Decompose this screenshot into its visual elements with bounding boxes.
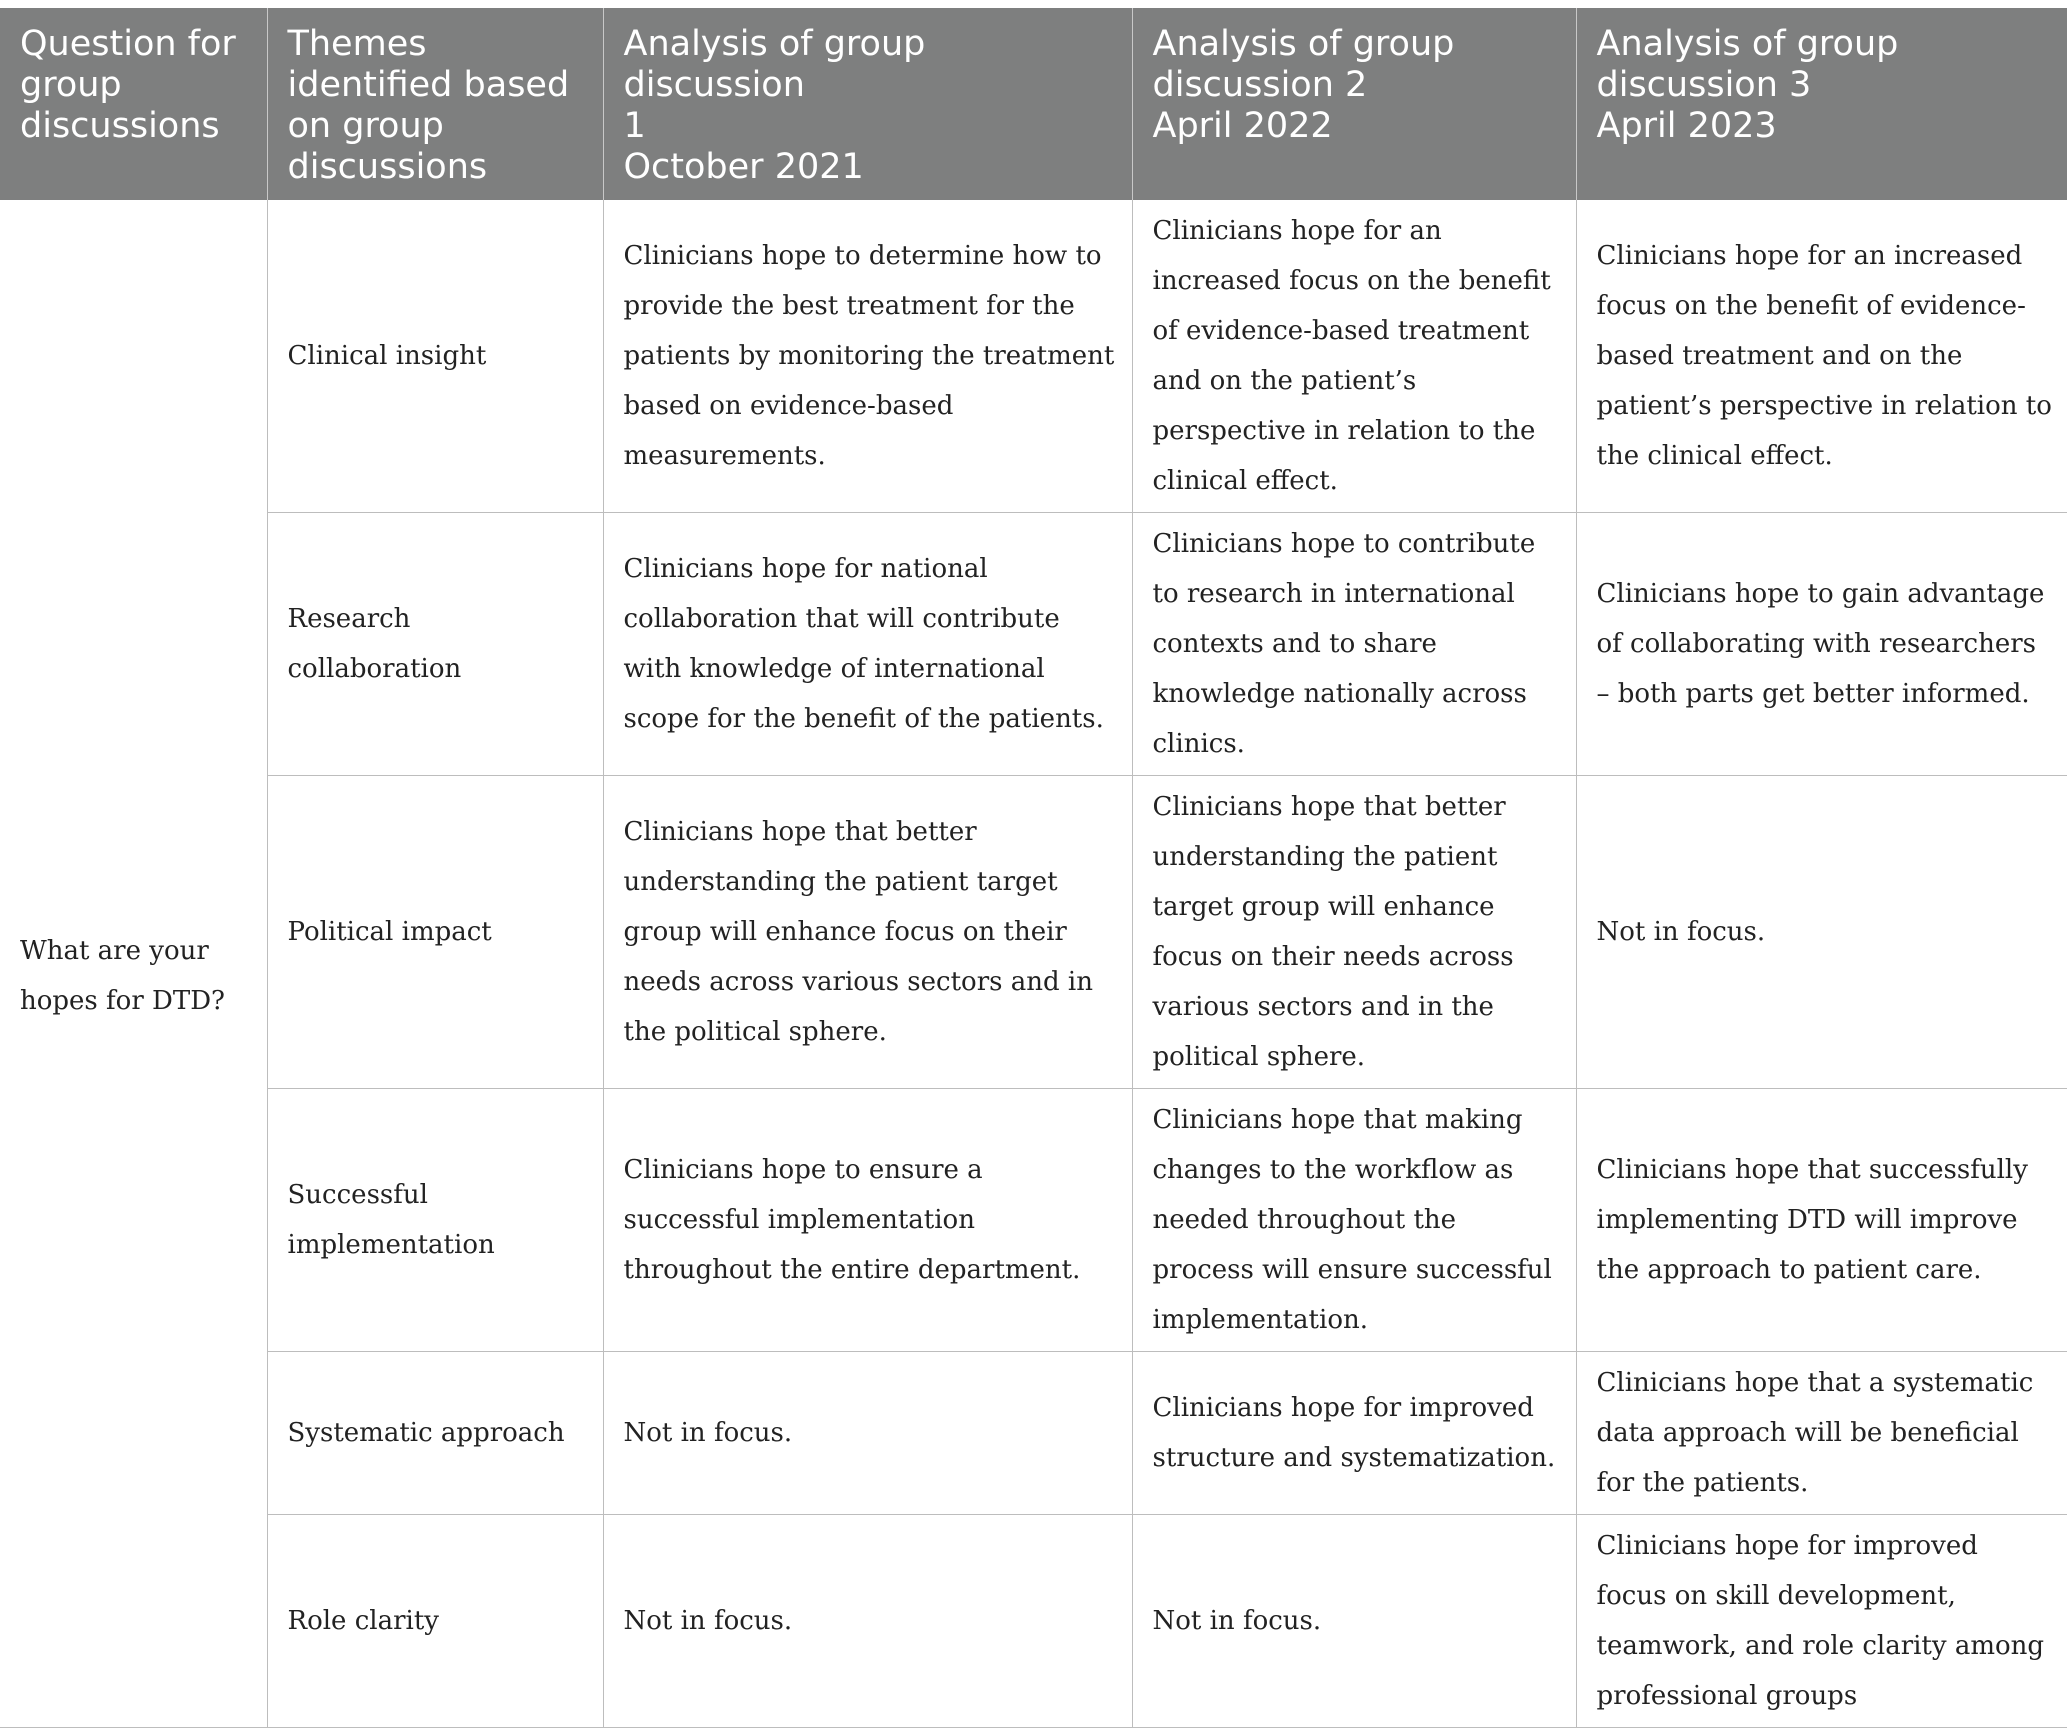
discussion-3-cell: Clinicians hope for improved focus on skill development, teamwork, and role clarity among professional groups: [1576, 1515, 2067, 1728]
themes-table: [0, 8, 2067, 1728]
discussion-1-cell: Clinicians hope to determine how to provide the best treatment for the patients by monitoring the treatment based on evidence-based measurements.: [603, 200, 1132, 513]
theme-cell: Role clarity: [267, 1515, 603, 1728]
discussion-2-cell: Clinicians hope that making changes to the workflow as needed throughout the process will ensure successful implementation.: [1132, 1089, 1576, 1352]
discussion-2-cell: Not in focus.: [1132, 1515, 1576, 1728]
discussion-1-cell: Clinicians hope that better understanding the patient target group will enhance focus on their needs across various sectors and in the political sphere.: [603, 776, 1132, 1089]
table-row: [0, 1515, 2067, 1728]
theme-cell: Political impact: [267, 776, 603, 1089]
question-cell: What are your hopes for DTD?: [0, 200, 267, 1728]
theme-cell: Systematic approach: [267, 1352, 603, 1515]
header-discussion-2: Analysis of group discussion 2 April 2022: [1132, 8, 1576, 200]
discussion-1-cell: Not in focus.: [603, 1352, 1132, 1515]
discussion-3-cell: Clinicians hope for an increased focus on the benefit of evidence-based treatment and on the patient’s perspective in relation to the clinical effect.: [1576, 200, 2067, 513]
discussion-3-cell: Clinicians hope that a systematic data approach will be beneficial for the patients.: [1576, 1352, 2067, 1515]
discussion-1-cell: Clinicians hope to ensure a successful implementation throughout the entire department.: [603, 1089, 1132, 1352]
table-row: [0, 1352, 2067, 1515]
theme-cell: Clinical insight: [267, 200, 603, 513]
discussion-2-cell: Clinicians hope to contribute to research in international contexts and to share knowledge nationally across clinics.: [1132, 513, 1576, 776]
header-themes: Themes identified based on group discussions: [267, 8, 603, 200]
discussion-2-cell: Clinicians hope for improved structure and systematization.: [1132, 1352, 1576, 1515]
discussion-1-cell: Clinicians hope for national collaboration that will contribute with knowledge of international scope for the benefit of the patients.: [603, 513, 1132, 776]
header-discussion-3: Analysis of group discussion 3 April 2023: [1576, 8, 2067, 200]
discussion-3-cell: Clinicians hope that successfully implementing DTD will improve the approach to patient care.: [1576, 1089, 2067, 1352]
discussion-2-cell: Clinicians hope that better understanding the patient target group will enhance focus on their needs across various sectors and in the political sphere.: [1132, 776, 1576, 1089]
table-row: [0, 200, 2067, 513]
discussion-3-cell: Clinicians hope to gain advantage of collaborating with researchers – both parts get better informed.: [1576, 513, 2067, 776]
header-discussion-1: Analysis of group discussion 1 October 2021: [603, 8, 1132, 200]
table-row: [0, 1089, 2067, 1352]
theme-cell: Research collaboration: [267, 513, 603, 776]
header-question: Question for group discussions: [0, 8, 267, 200]
discussion-1-cell: Not in focus.: [603, 1515, 1132, 1728]
table-row: [0, 513, 2067, 776]
header-row: [0, 8, 2067, 200]
theme-cell: Successful implementation: [267, 1089, 603, 1352]
table-container: [0, 8, 2067, 1728]
table-row: [0, 776, 2067, 1089]
discussion-2-cell: Clinicians hope for an increased focus on the benefit of evidence-based treatment and on the patient’s perspective in relation to the clinical effect.: [1132, 200, 1576, 513]
discussion-3-cell: Not in focus.: [1576, 776, 2067, 1089]
